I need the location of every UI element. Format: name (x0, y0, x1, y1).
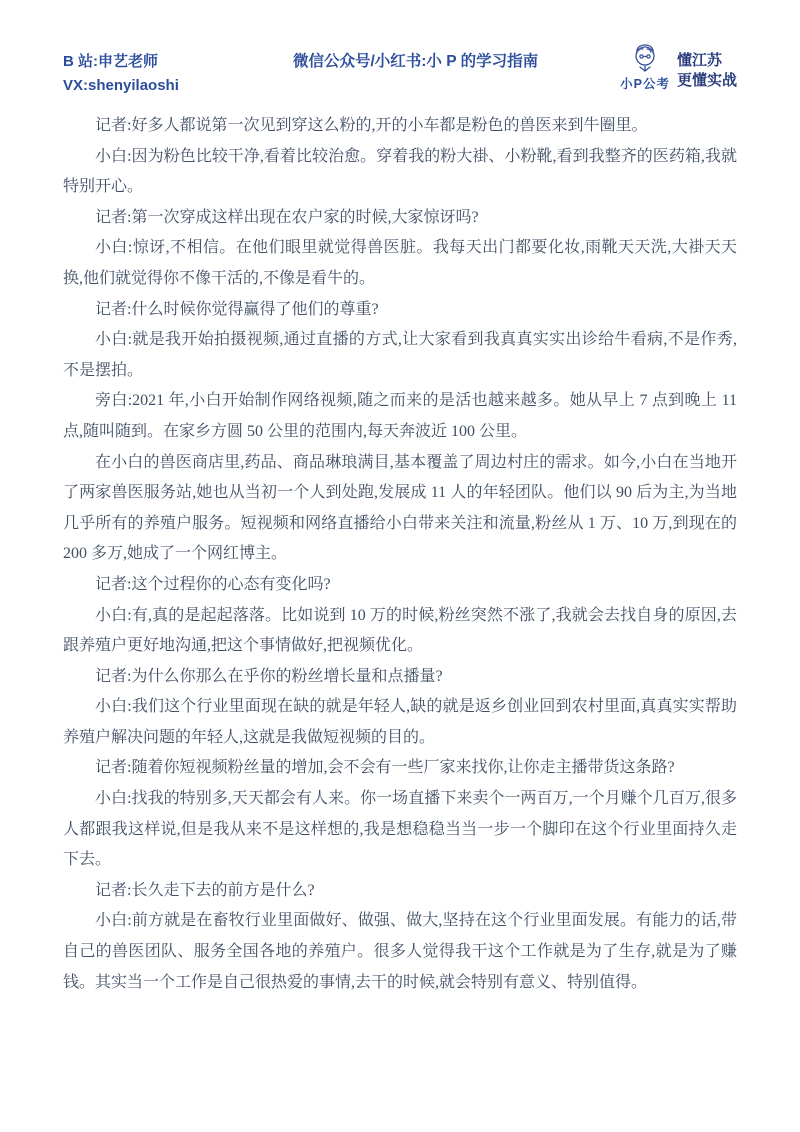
logo-block (620, 42, 670, 92)
transcript-paragraph: 小白:有,真的是起起落落。比如说到 10 万的时候,粉丝突然不涨了,我就会去找自身的原因,去跟养殖户更好地沟通,把这个事情做好,把视频优化。 (63, 606, 737, 655)
transcript-paragraph: 在小白的兽医商店里,药品、商品琳琅满目,基本覆盖了周边村庄的需求。如今,小白在当地开了两家兽医服务站,她也从当初一个人到处跑,发展成 11 人的年轻团队。他们以 90 后为主,为当地几乎所有的养殖户服务。短视频和网络直播给小白带来关注和流量,粉丝从 1 万、10 万,到现在的 200 多万,她成了一个网红博主。 (63, 453, 737, 563)
bilibili-account-line: B 站:申艺老师 (63, 53, 158, 70)
transcript-paragraph: 小白:惊讶,不相信。在他们眼里就觉得兽医脏。我每天出门都要化妆,雨靴天天洗,大褂天天换,他们就觉得你不像干活的,不像是看牛的。 (63, 239, 737, 287)
interview-transcript (63, 111, 737, 998)
transcript-paragraph: 小白:前方就是在畜牧行业里面做好、做强、做大,坚持在这个行业里面发展。有能力的话,带自己的兽医团队、服务全国各地的养殖户。很多人觉得我干这个工作就是为了生存,就是为了赚钱。其实当一个工作是自己很热爱的事情,去干的时候,就会特别有意义、特别值得。 (63, 912, 737, 991)
mascot-icon (627, 42, 663, 74)
logo-name: 小P公考 (620, 77, 670, 91)
transcript-paragraph: 小白:找我的特别多,天天都会有人来。你一场直播下来卖个一两百万,一个月赚个几百万,很多人都跟我这样说,但是我从来不是这样想的,我是想稳稳当当一步一个脚印在这个行业里面持久走下去。 (63, 790, 737, 869)
logo-slogan (677, 51, 737, 92)
transcript-paragraph: 旁白:2021 年,小白开始制作网络视频,随之而来的是活也越来越多。她从早上 7 点到晚上 11 点,随叫随到。在家乡方圆 50 公里的范围内,每天奔波近 100 公里。 (63, 392, 737, 440)
author-contact-block (63, 50, 179, 98)
transcript-paragraph: 记者:这个过程你的心态有变化吗? (95, 575, 331, 593)
transcript-paragraph: 记者:随着你短视频粉丝量的增加,会不会有一些厂家来找你,让你走主播带货这条路? (95, 759, 675, 777)
slogan-line-2: 更懂实战 (676, 72, 737, 89)
brand-logo (620, 42, 737, 92)
page-header (63, 50, 737, 98)
vx-account-line: VX:shenyilaoshi (63, 77, 179, 94)
transcript-paragraph: 小白:因为粉色比较干净,看着比较治愈。穿着我的粉大褂、小粉靴,看到我整齐的医药箱,我就特别开心。 (63, 147, 737, 196)
transcript-paragraph: 记者:第一次穿成这样出现在农户家的时候,大家惊讶吗? (95, 208, 479, 226)
transcript-paragraph: 小白:我们这个行业里面现在缺的就是年轻人,缺的就是返乡创业回到农村里面,真真实实帮助养殖户解决问题的年轻人,这就是我做短视频的目的。 (63, 698, 737, 746)
slogan-line-1: 懂江苏 (676, 52, 722, 69)
wechat-xiaohongshu-line: 微信公众号/小红书:小 P 的学习指南 (292, 53, 539, 70)
transcript-paragraph: 记者:为什么你那么在乎你的粉丝增长量和点播量? (95, 667, 443, 685)
transcript-paragraph: 记者:长久走下去的前方是什么? (95, 881, 315, 899)
transcript-paragraph: 记者:什么时候你觉得赢得了他们的尊重? (95, 300, 379, 318)
transcript-paragraph: 记者:好多人都说第一次见到穿这么粉的,开的小车都是粉色的兽医来到牛圈里。 (95, 117, 648, 134)
transcript-paragraph: 小白:就是我开始拍摄视频,通过直播的方式,让大家看到我真真实实出诊给牛看病,不是作秀,不是摆拍。 (63, 331, 737, 379)
